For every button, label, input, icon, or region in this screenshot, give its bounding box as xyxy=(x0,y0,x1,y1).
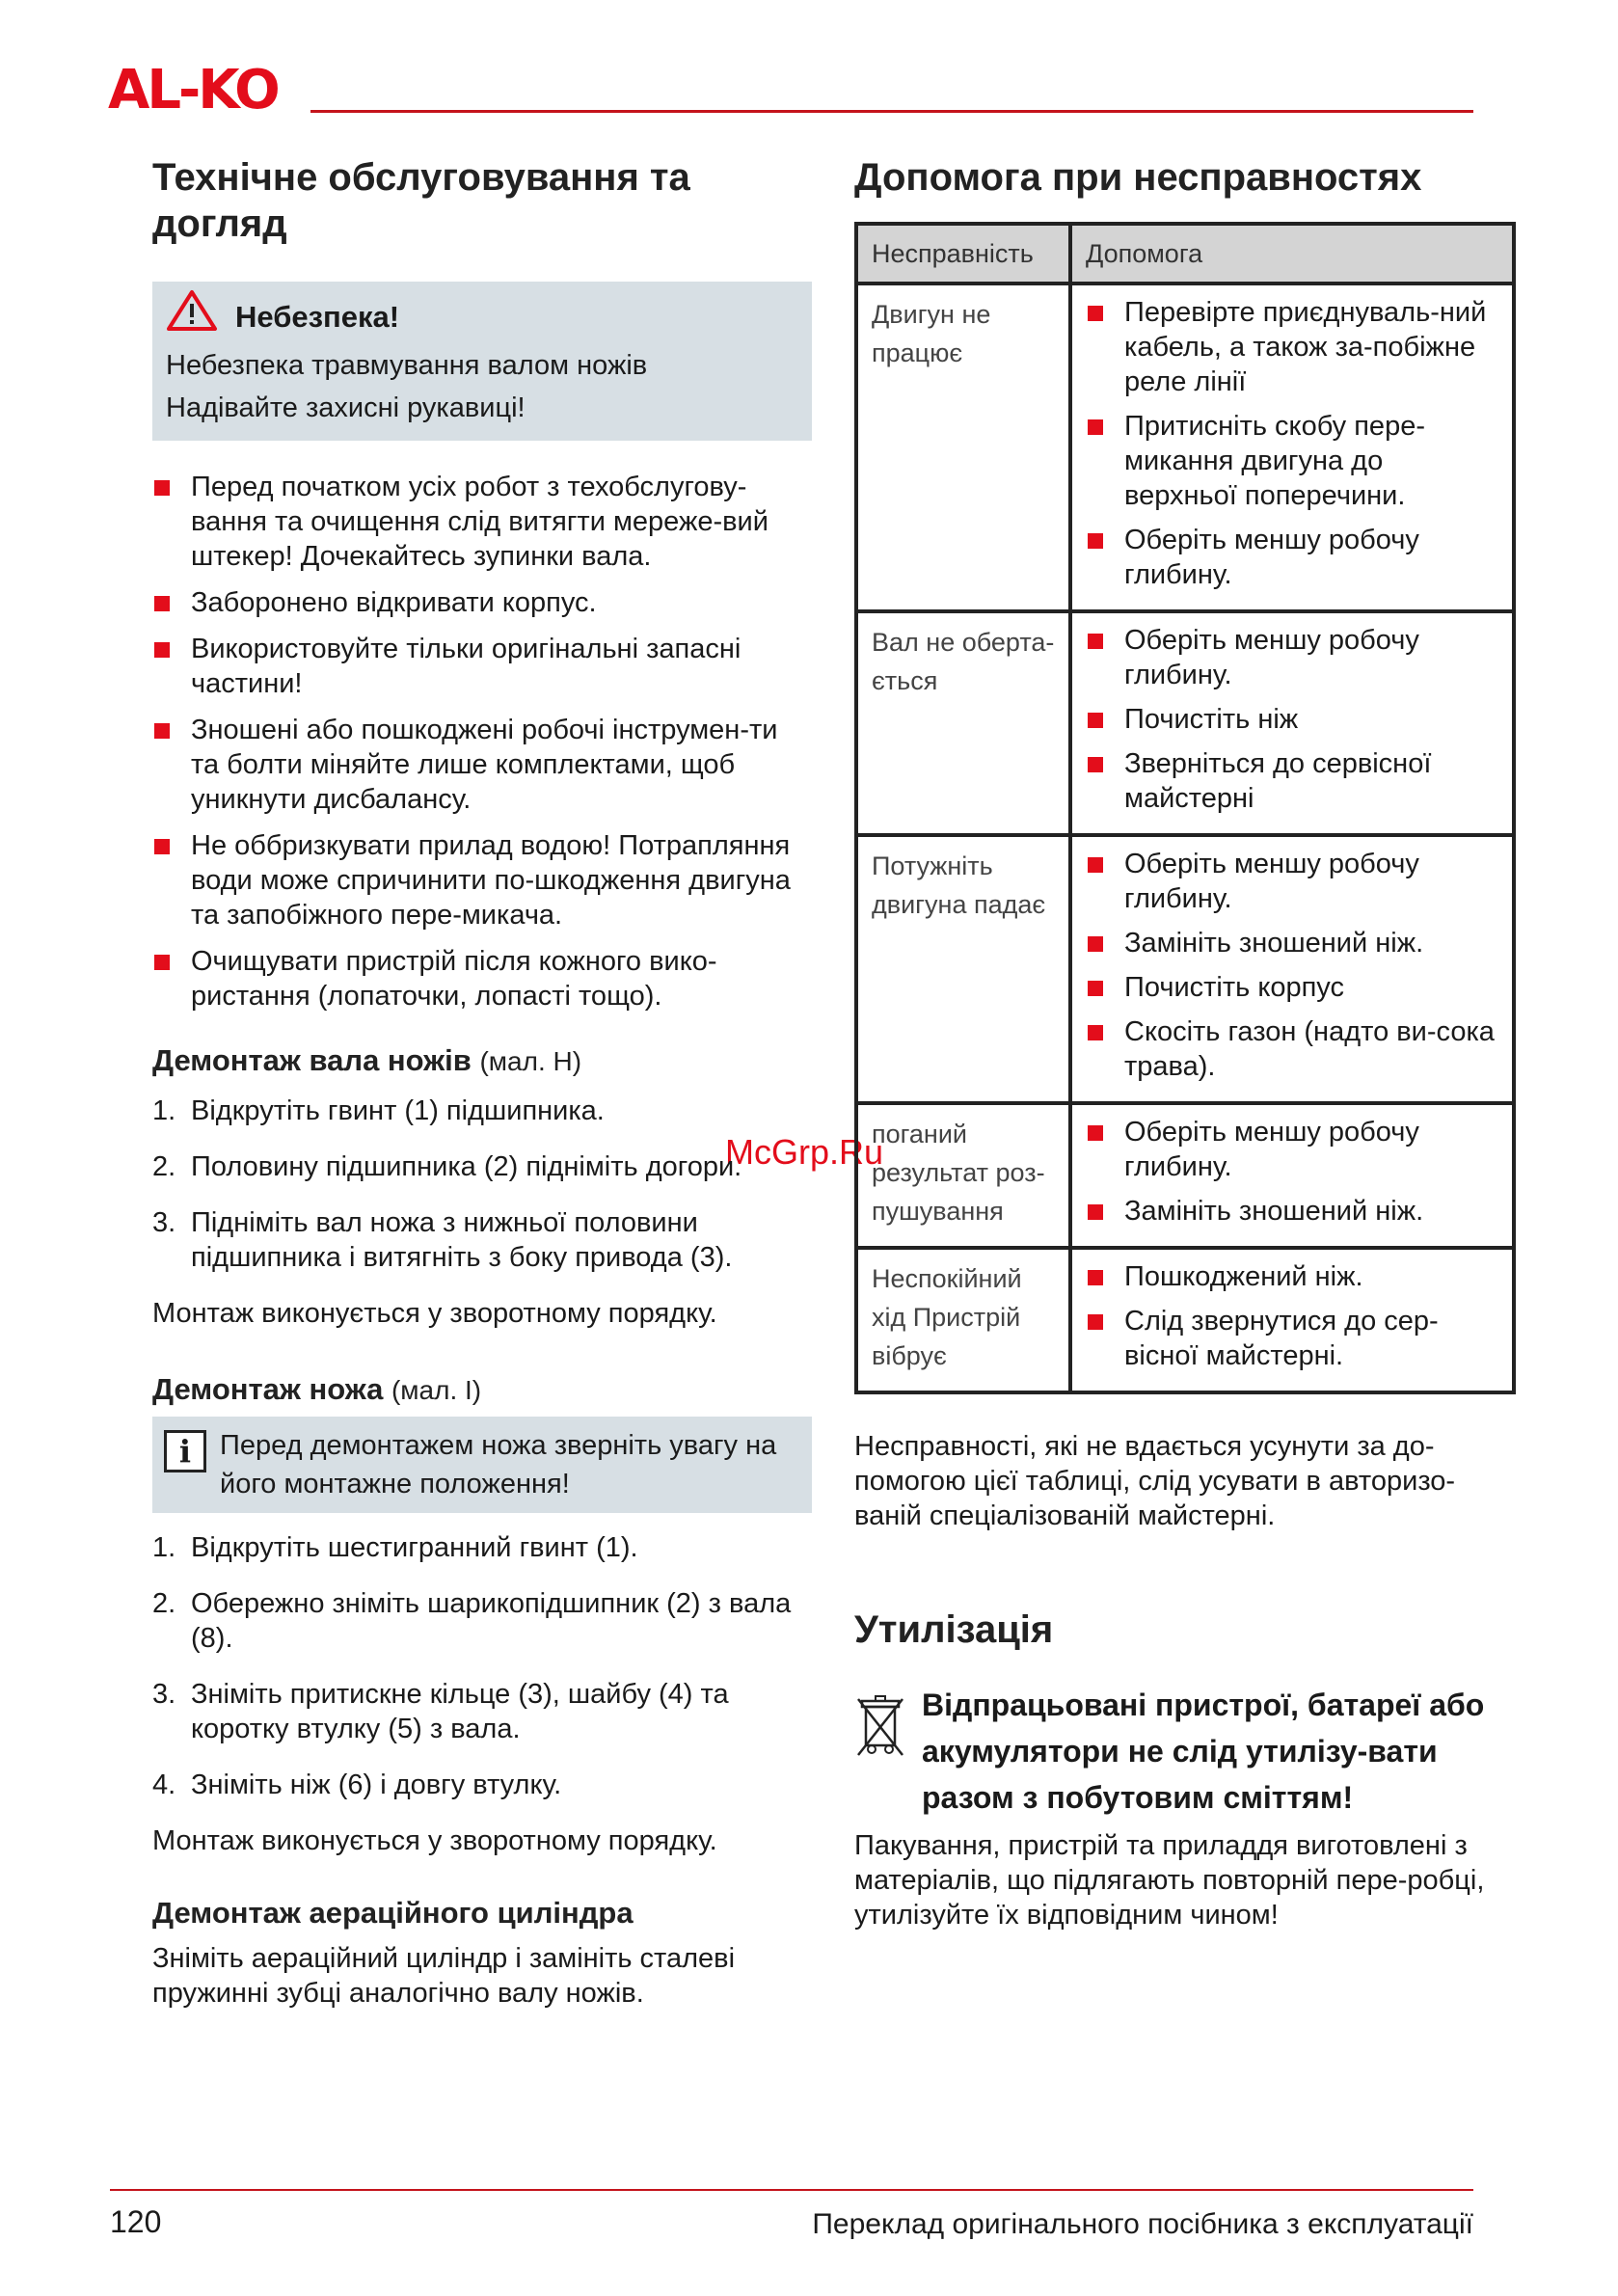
table-row xyxy=(856,611,1514,835)
left-column xyxy=(152,154,812,2011)
fault-cell: Потужніть двигуна падає xyxy=(856,835,1070,1103)
unresolved-note: Несправності, які не вдається усунути за до-помогою цієї таблиці, слід усувати в авторизо-ваній спеціалізованій майстерні. xyxy=(854,1431,1456,1531)
disposal-title: Утилізація xyxy=(854,1608,1054,1651)
list-item: Зверніться до сервісної майстерні xyxy=(1086,746,1502,816)
maintenance-title: Технічне обслуговування та догляд xyxy=(152,156,690,245)
danger-line-2: Надівайте захисні рукавиці! xyxy=(166,392,526,423)
knife-title: Демонтаж ножа xyxy=(152,1372,384,1406)
help-cell xyxy=(1070,284,1514,611)
list-item: 2. Половину підшипника (2) підніміть догори. xyxy=(152,1151,742,1182)
info-icon: i xyxy=(164,1430,206,1472)
table-row xyxy=(856,284,1514,611)
knife-heading xyxy=(152,1371,812,1409)
list-item: Оберіть меншу робочу глибину. xyxy=(1086,847,1502,916)
list-item: Замініть зношений ніж. xyxy=(1086,1194,1502,1229)
list-item: 4. Зніміть ніж (6) і довгу втулку. xyxy=(152,1769,562,1800)
page-number: 120 xyxy=(110,2204,162,2239)
disposal-warning-text: Відпрацьовані пристрої, батареї або акумулятори не слід утилізу-вати разом з побутовим сміттям! xyxy=(922,1688,1485,1815)
list-item: Заборонено відкривати корпус. xyxy=(152,585,812,620)
list-item: Оберіть меншу робочу глибину. xyxy=(1086,1115,1502,1184)
danger-header xyxy=(166,289,800,344)
troubleshooting-title: Допомога при несправностях xyxy=(854,156,1422,199)
list-item: Перед початком усіх робот з техобслугову-вання та очищення слід витягти мереже-вий штекер! Дочекайтесь зупинки вала. xyxy=(152,470,812,574)
safety-bullets xyxy=(152,470,812,1013)
brand-logo: AL-KO xyxy=(108,59,278,122)
help-cell xyxy=(1070,1248,1514,1392)
knife-shaft-note: Монтаж виконується у зворотному порядку. xyxy=(152,1298,717,1329)
list-item: Використовуйте тільки оригінальні запасні частини! xyxy=(152,632,812,701)
info-box xyxy=(152,1417,812,1513)
list-item: 1. Відкрутіть шестигранний гвинт (1). xyxy=(152,1532,638,1563)
help-cell xyxy=(1070,1103,1514,1248)
danger-box xyxy=(152,282,812,441)
table-header-row xyxy=(856,224,1514,284)
info-text: Перед демонтажем ножа зверніть увагу на його монтажне положення! xyxy=(220,1430,777,1499)
list-item: Не оббризкувати прилад водою! Потрапляння води може спричинити по-шкодження двигуна та запобіжного пере-микача. xyxy=(152,828,812,932)
crossed-bin-icon xyxy=(854,1693,906,1821)
list-item: 2. Обережно зніміть шарикопідшипник (2) з вала (8). xyxy=(152,1588,792,1654)
list-item: Зношені або пошкоджені робочі інструмен-ти та болти міняйте лише комплектами, щоб уникнути дисбалансу. xyxy=(152,713,812,817)
aeration-title: Демонтаж аераційного циліндра xyxy=(152,1896,634,1930)
column-header-fault: Несправність xyxy=(856,224,1070,284)
list-item: Оберіть меншу робочу глибину. xyxy=(1086,523,1502,592)
list-item: Замініть зношений ніж. xyxy=(1086,926,1502,960)
list-item: Пошкоджений ніж. xyxy=(1086,1259,1502,1294)
table-row xyxy=(856,1103,1514,1248)
fault-cell: поганий результат роз-пушування xyxy=(856,1103,1070,1248)
help-cell xyxy=(1070,611,1514,835)
fault-cell: Вал не оберта-ється xyxy=(856,611,1070,835)
warning-triangle-icon xyxy=(166,289,218,344)
fault-cell: Неспокійний хід Пристрій вібрує xyxy=(856,1248,1070,1392)
knife-ref: (мал. I) xyxy=(391,1375,482,1405)
list-item: Скосіть газон (надто ви-сока трава). xyxy=(1086,1014,1502,1084)
knife-shaft-heading xyxy=(152,1042,812,1080)
list-item: Почистіть ніж xyxy=(1086,702,1502,737)
right-column xyxy=(854,154,1516,1932)
disposal-warning xyxy=(854,1682,1516,1821)
list-item: 1. Відкрутіть гвинт (1) підшипника. xyxy=(152,1095,605,1126)
footer-rule xyxy=(110,2189,1473,2191)
header-rule xyxy=(310,110,1473,113)
knife-shaft-steps xyxy=(152,1094,812,1275)
list-item: Притисніть скобу пере-микання двигуна до верхньої поперечини. xyxy=(1086,409,1502,513)
disposal-text: Пакування, пристрій та приладдя виготовлені з матеріалів, що підлягають повторній пере-робці, утилізуйте їх відповідним чином! xyxy=(854,1830,1485,1931)
table-row xyxy=(856,1248,1514,1392)
list-item: Слід звернутися до сер-вісної майстерні. xyxy=(1086,1304,1502,1373)
aeration-text: Зніміть аераційний циліндр і замініть сталеві пружинні зубці аналогічно валу ножів. xyxy=(152,1943,736,2009)
list-item: 3. Підніміть вал ножа з нижньої половини підшипника і витягніть з боку привода (3). xyxy=(152,1207,733,1273)
danger-title: Небезпека! xyxy=(235,299,400,334)
knife-note: Монтаж виконується у зворотному порядку. xyxy=(152,1825,717,1856)
column-header-help: Допомога xyxy=(1070,224,1514,284)
fault-cell: Двигун не працює xyxy=(856,284,1070,611)
list-item: Очищувати пристрій після кожного вико-ристання (лопаточки, лопасті тощо). xyxy=(152,944,812,1013)
list-item: Оберіть меншу робочу глибину. xyxy=(1086,623,1502,692)
watermark: McGrp.Ru xyxy=(725,1132,884,1172)
danger-line-1: Небезпека травмування валом ножів xyxy=(166,350,648,381)
knife-steps xyxy=(152,1530,812,1802)
knife-shaft-title: Демонтаж вала ножів xyxy=(152,1043,472,1077)
knife-shaft-ref: (мал. H) xyxy=(479,1046,582,1076)
troubleshooting-table xyxy=(854,222,1516,1394)
table-row xyxy=(856,835,1514,1103)
help-cell xyxy=(1070,835,1514,1103)
footer-text: Переклад оригінального посібника з експлуатації xyxy=(812,2208,1473,2240)
list-item: Перевірте приєднуваль-ний кабель, а також за-побіжне реле лінії xyxy=(1086,295,1502,399)
list-item: 3. Зніміть притискне кільце (3), шайбу (4) та коротку втулку (5) з вала. xyxy=(152,1679,729,1744)
list-item: Почистіть корпус xyxy=(1086,970,1502,1005)
